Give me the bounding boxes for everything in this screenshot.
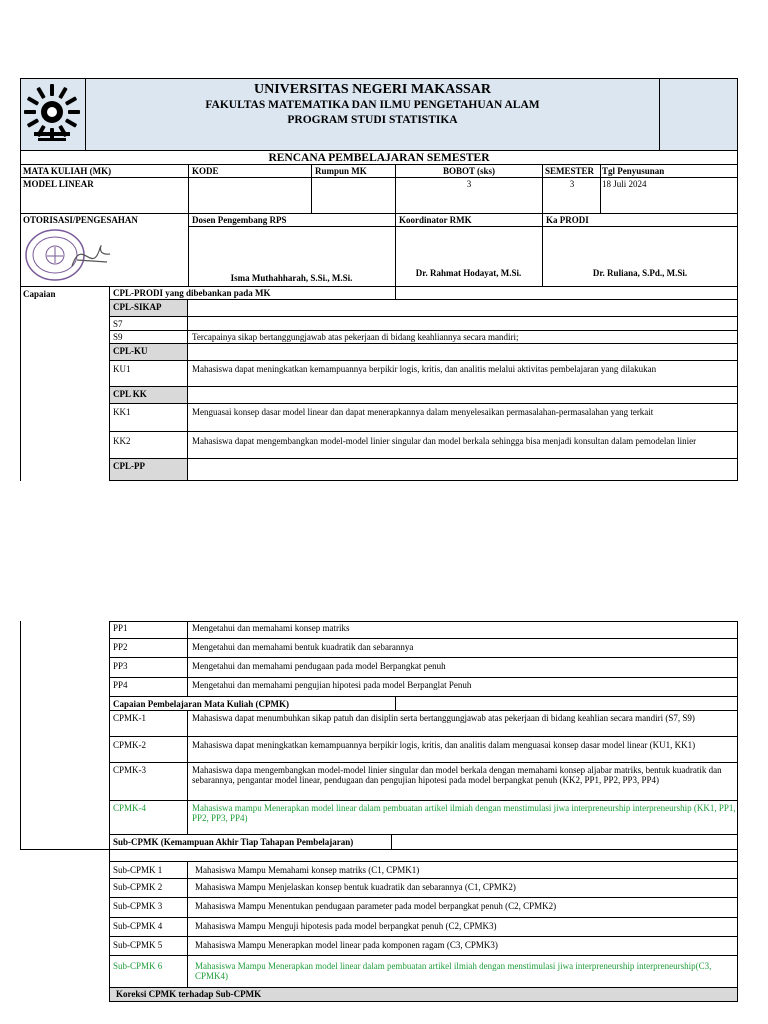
university-name: UNIVERSITAS NEGERI MAKASSAR <box>253 82 491 97</box>
otorisasi-label: OTORISASI/PENGESAHAN <box>23 215 138 225</box>
kode-header: KODE <box>192 166 219 176</box>
capaian-label: Capaian <box>23 289 56 299</box>
cpmk1-text: Mahasiswa dapat menumbuhkan sikap patuh dan disiplin serta bertanggungjawab atas pekerjaan di bidang keahlian secara mandiri (S7, S9) <box>192 713 695 723</box>
kk2-code: KK2 <box>113 436 131 446</box>
semester-header: SEMESTER <box>545 166 595 176</box>
s9-code: S9 <box>113 332 123 342</box>
sub-cpmk4-text: Mahasiswa Mampu Menguji hipotesis pada model berpangkat penuh (C2, CPMK3) <box>195 921 497 931</box>
cpl-kk-header: CPL KK <box>113 389 147 399</box>
cpl-pp-header: CPL-PP <box>113 461 145 471</box>
pp4-code: PP4 <box>113 680 128 690</box>
koreksi-header: Koreksi CPMK terhadap Sub-CPMK <box>116 989 262 999</box>
sub-cpmk1-code: Sub-CPMK 1 <box>113 865 163 875</box>
official-stamp-icon <box>22 226 114 284</box>
sub-cpmk3-code: Sub-CPMK 3 <box>113 901 163 911</box>
sub-cpmk4-code: Sub-CPMK 4 <box>113 921 163 931</box>
sub-cpmk5-code: Sub-CPMK 5 <box>113 940 163 950</box>
dosen-header: Dosen Pengembang RPS <box>192 215 287 225</box>
cpl-prodi-header: CPL-PRODI yang dibebankan pada MK <box>113 288 271 298</box>
cpmk3-text: Mahasiswa dapa mengembangkan model-model linier singular dan model berkala dengan memahami konsep aljabar matriks, bentuk kuadratik dan sebarannya, pengantar model linear, pendugaan dan pengujian hipotesi pada model berpangkat penuh (KK2, PP1, PP2, PP3, PP4) <box>192 765 722 785</box>
kk1-code: KK1 <box>113 407 131 417</box>
cpmk-header: Capaian Pembelajaran Mata Kuliah (CPMK) <box>113 699 289 709</box>
cpmk1-code: CPMK-1 <box>113 713 147 723</box>
faculty-name: FAKULTAS MATEMATIKA DAN ILMU PENGETAHUAN ALAM <box>205 99 540 111</box>
cpmk4-text: Mahasiswa mampu Menerapkan model linear dalam pembuatan artikel ilmiah dengan menstimulasi jiwa interpreneurship interpreneurship (KK1, PP1, PP2, PP3, PP4) <box>192 803 736 823</box>
sub-cpmk6-code: Sub-CPMK 6 <box>113 961 163 971</box>
cpl-sikap-header: CPL-SIKAP <box>113 302 162 312</box>
ku1-text: Mahasiswa dapat meningkatkan kemampuannya berpikir logis, kritis, dan analitis melalui aktivitas pembelajaran yang dilakukan <box>192 364 657 374</box>
cpl-ku-header: CPL-KU <box>113 346 148 356</box>
koordinator-header: Koordinator RMK <box>399 215 472 225</box>
sub-cpmk2-code: Sub-CPMK 2 <box>113 882 163 892</box>
university-logo <box>22 82 82 144</box>
mk-header: MATA KULIAH (MK) <box>23 166 112 176</box>
pp3-text: Mengetahui dan memahami pendugaan pada model Berpangkat penuh <box>192 661 446 671</box>
semester-value: 3 <box>569 179 575 189</box>
sub-cpmk-header: Sub-CPMK (Kemampuan Akhir Tiap Tahapan Pembelajaran) <box>113 837 354 847</box>
kaprodi-name: Dr. Ruliana, S.Pd., M.Si. <box>592 268 688 278</box>
pp4-text: Mengetahui dan memahami pengujian hipotesi pada model Berpanglat Penuh <box>192 680 472 690</box>
pp2-text: Mengetahui dan memahami bentuk kuadratik dan sebarannya <box>192 642 414 652</box>
cpmk4-code: CPMK-4 <box>113 803 147 813</box>
sub-cpmk6-text: Mahasiswa Mampu Menerapkan model linear dalam pembuatan artikel ilmiah dengan menstimulasi jiwa interpreneurship interpreneurship(C3, CPMK4) <box>195 961 712 981</box>
document-title: RENCANA PEMBELAJARAN SEMESTER <box>268 152 490 164</box>
tgl-header: Tgl Penyusunan <box>602 166 665 176</box>
tgl-value: 18 Juli 2024 <box>602 179 647 189</box>
pp3-code: PP3 <box>113 661 128 671</box>
ku1-code: KU1 <box>113 364 131 374</box>
bobot-header: BOBOT (sks) <box>442 166 496 176</box>
koordinator-name: Dr. Rahmat Hodayat, M.Si. <box>415 268 522 278</box>
program-name: PROGRAM STUDI STATISTIKA <box>287 114 458 126</box>
sub-cpmk2-text: Mahasiswa Mampu Menjelaskan konsep bentuk kuadratik dan sebarannya (C1, CPMK2) <box>195 882 516 892</box>
pp1-code: PP1 <box>113 623 128 633</box>
cpmk3-code: CPMK-3 <box>113 765 147 775</box>
sub-cpmk3-text: Mahasiswa Mampu Menentukan pendugaan parameter pada model berpangkat penuh (C2, CPMK2) <box>195 901 557 911</box>
dosen-name: Isma Muthahharah, S.Si., M.Si. <box>230 273 353 283</box>
s9-text: Tercapainya sikap bertanggungjawab atas pekerjaan di bidang keahliannya secara mandiri; <box>192 332 519 342</box>
bobot-value: 3 <box>466 179 472 189</box>
cpmk2-code: CPMK-2 <box>113 740 147 750</box>
cpmk2-text: Mahasiswa dapat meningkatkan kemampuannya berpikir logis, kritis, dan analitis dalam menguasai konsep dasar model linear (KU1, KK1) <box>192 740 696 750</box>
s7-code: S7 <box>113 319 123 329</box>
pp2-code: PP2 <box>113 642 128 652</box>
course-name: MODEL LINEAR <box>23 179 94 189</box>
sub-cpmk1-text: Mahasiswa Mampu Memahami konsep matriks (C1, CPMK1) <box>195 865 420 875</box>
kaprodi-header: Ka PRODI <box>546 215 589 225</box>
kk2-text: Mahasiswa dapat mengembangkan model-model linier singular dan model berkala sehingga bisa menjadi konsultan dalam pemodelan linier <box>192 436 697 446</box>
kk1-text: Menguasai konsep dasar model linear dan dapat menerapkannya dalam menyelesaikan permasalahan-permasalahan yang terkait <box>192 407 654 417</box>
sub-cpmk5-text: Mahasiswa Mampu Menerapkan model linear pada komponen ragam (C3, CPMK3) <box>195 940 498 950</box>
rumpun-header: Rumpun MK <box>315 166 367 176</box>
pp1-text: Mengetahui dan memahami konsep matriks <box>192 623 350 633</box>
